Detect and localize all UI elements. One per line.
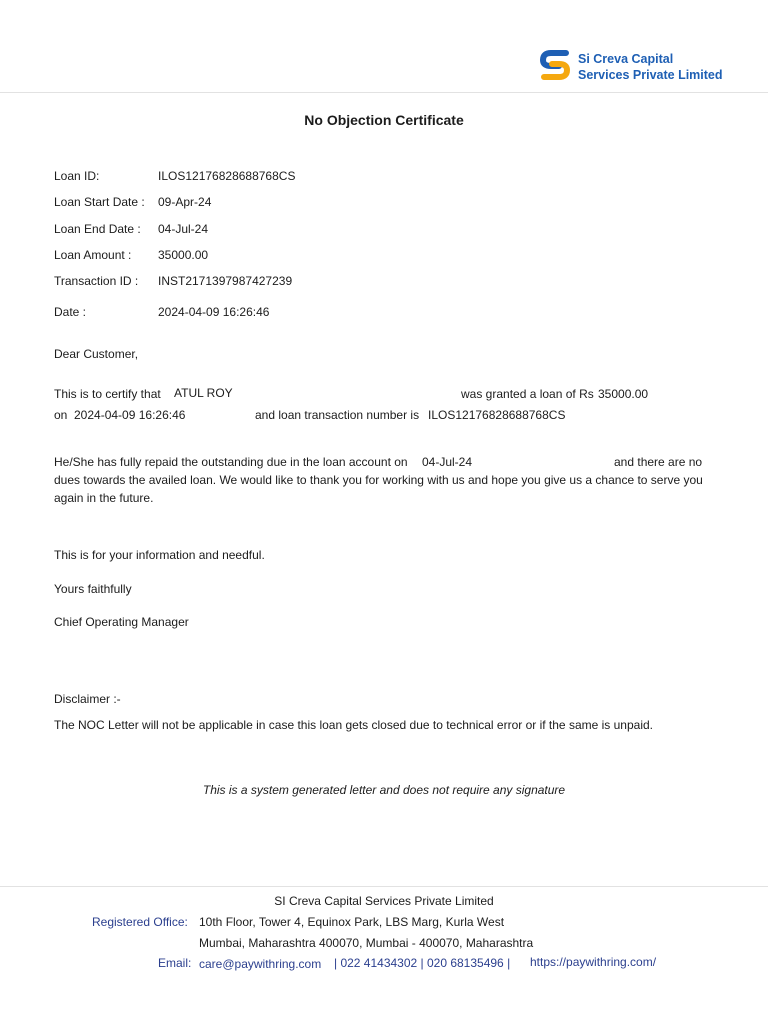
date-label: Date : [54,305,87,319]
repaid-prefix: He/She has fully repaid the outstanding due in the loan account on [54,455,408,469]
repaid-date: 04-Jul-24 [422,455,473,469]
granted-text: was granted a loan of Rs [461,387,594,401]
granted-amount: 35000.00 [598,387,649,401]
registered-office-label: Registered Office: [92,915,188,929]
system-generated-note: This is a system generated letter and does not require any signature [202,783,566,797]
info-line: This is for your information and needful. [54,548,265,562]
loan-start-value: 09-Apr-24 [158,195,212,209]
brand-name [578,51,723,83]
loan-amount-label: Loan Amount : [54,248,132,262]
email-label: Email: [158,956,192,970]
repaid-continuation: dues towards the availed loan. We would like to thank you for working with us and hope you give us a chance to serve you again in the future. [54,473,703,505]
on-date: 2024-04-09 16:26:46 [74,408,186,422]
footer-company: SI Creva Capital Services Private Limited [274,894,494,908]
transaction-id-label: Transaction ID : [54,274,139,288]
phone-numbers: | 022 41434302 | 020 68135496 | [334,956,511,970]
website-link[interactable]: https://paywithring.com/ [530,955,657,969]
disclaimer-heading: Disclaimer :- [54,692,121,706]
address-line1: 10th Floor, Tower 4, Equinox Park, LBS Marg, Kurla West [199,915,505,929]
address-line2: Mumbai, Maharashtra 400070, Mumbai - 400070, Maharashtra [199,936,534,950]
page-title: No Objection Certificate [304,112,464,128]
signatory: Chief Operating Manager [54,615,189,629]
loan-end-value: 04-Jul-24 [158,222,209,236]
loan-id-label: Loan ID: [54,169,100,183]
brand-name-line1: Si Creva Capital [578,52,674,66]
customer-name: ATUL ROY [174,386,233,400]
header-divider [0,92,768,93]
closing-line: Yours faithfully [54,582,132,596]
loan-end-label: Loan End Date : [54,222,141,236]
loan-id-value: ILOS12176828688768CS [158,169,296,183]
txn-number: ILOS12176828688768CS [428,408,566,422]
repaid-suffix: and there are no [614,455,703,469]
on-text: on [54,408,68,422]
certify-prefix: This is to certify that [54,387,161,401]
email-link[interactable]: care@paywithring.com [199,957,322,971]
disclaimer-text: The NOC Letter will not be applicable in case this loan gets closed due to technical error or if the same is unpaid. [54,718,653,732]
date-value: 2024-04-09 16:26:46 [158,305,270,319]
loan-amount-value: 35000.00 [158,248,209,262]
txn-text: and loan transaction number is [255,408,420,422]
greeting: Dear Customer, [54,347,139,361]
si-creva-logo-icon [538,46,572,84]
brand-name-line2: Services Private Limited [578,68,723,82]
loan-start-label: Loan Start Date : [54,195,145,209]
footer-divider [0,886,768,887]
transaction-id-value: INST2171397987427239 [158,274,293,288]
